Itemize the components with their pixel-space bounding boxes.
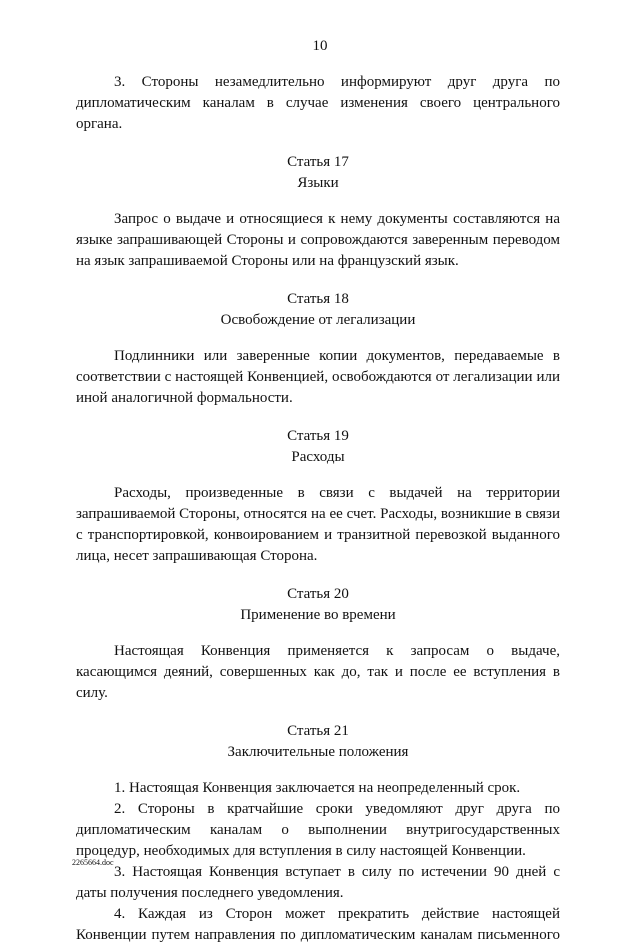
article-number: Статья 21: [287, 723, 349, 739]
footer-filename: 2265664.doc: [72, 858, 114, 867]
article-paragraph: 3. Настоящая Конвенция вступает в силу по истечении 90 дней с даты получения последнего уведомления.: [76, 864, 560, 901]
article-title: Освобождение от легализации: [220, 312, 416, 328]
article-number: Статья 20: [287, 586, 349, 602]
article-title: Применение во времени: [240, 607, 396, 623]
article-paragraph: Подлинники или заверенные копии документов, передаваемые в соответствии с настоящей Конвенцией, освобождаются от легализации или иной аналогичной формальности.: [76, 348, 560, 406]
article-17: [76, 152, 560, 272]
article-paragraph: Настоящая Конвенция применяется к запросам о выдаче, касающимся деяний, совершенных как до, так и после ее вступления в силу.: [76, 643, 560, 701]
article-title: Заключительные положения: [227, 744, 409, 760]
article-number: Статья 18: [287, 291, 349, 307]
article-19: [76, 426, 560, 567]
article-paragraph: 4. Каждая из Сторон может прекратить действие настоящей Конвенции путем направления по дипломатическим каналам письменного: [76, 906, 560, 943]
article-title: Расходы: [291, 449, 345, 465]
article-18: [76, 289, 560, 409]
document-body: [76, 72, 560, 946]
article-title: Языки: [297, 175, 339, 191]
article-number: Статья 17: [287, 154, 349, 170]
article-paragraph: Запрос о выдаче и относящиеся к нему документы составляются на языке запрашивающей Стороны и сопровождаются заверенным переводом на язык запрашиваемой Стороны или на французский язык.: [76, 211, 560, 269]
article-20: [76, 584, 560, 704]
article-paragraph: 2. Стороны в кратчайшие сроки уведомляют друг друга по дипломатическим каналам о выполнении внутригосударственных процедур, необходимых для вступления в силу настоящей Конвенции.: [76, 801, 560, 859]
article-paragraph: 1. Настоящая Конвенция заключается на неопределенный срок.: [114, 780, 521, 796]
article-21: [76, 721, 560, 946]
article-number: Статья 19: [287, 428, 349, 444]
article-paragraph: Расходы, произведенные в связи с выдачей на территории запрашиваемой Стороны, относятся на ее счет. Расходы, возникшие в связи с транспортировкой, конвоированием и транзитной перевозкой выданного лица, несет запрашивающая Сторона.: [76, 485, 560, 564]
page-number: 10: [312, 38, 328, 54]
intro-paragraph: 3. Стороны незамедлительно информируют друг друга по дипломатическим каналам в случае изменения своего центрального органа.: [76, 74, 560, 132]
